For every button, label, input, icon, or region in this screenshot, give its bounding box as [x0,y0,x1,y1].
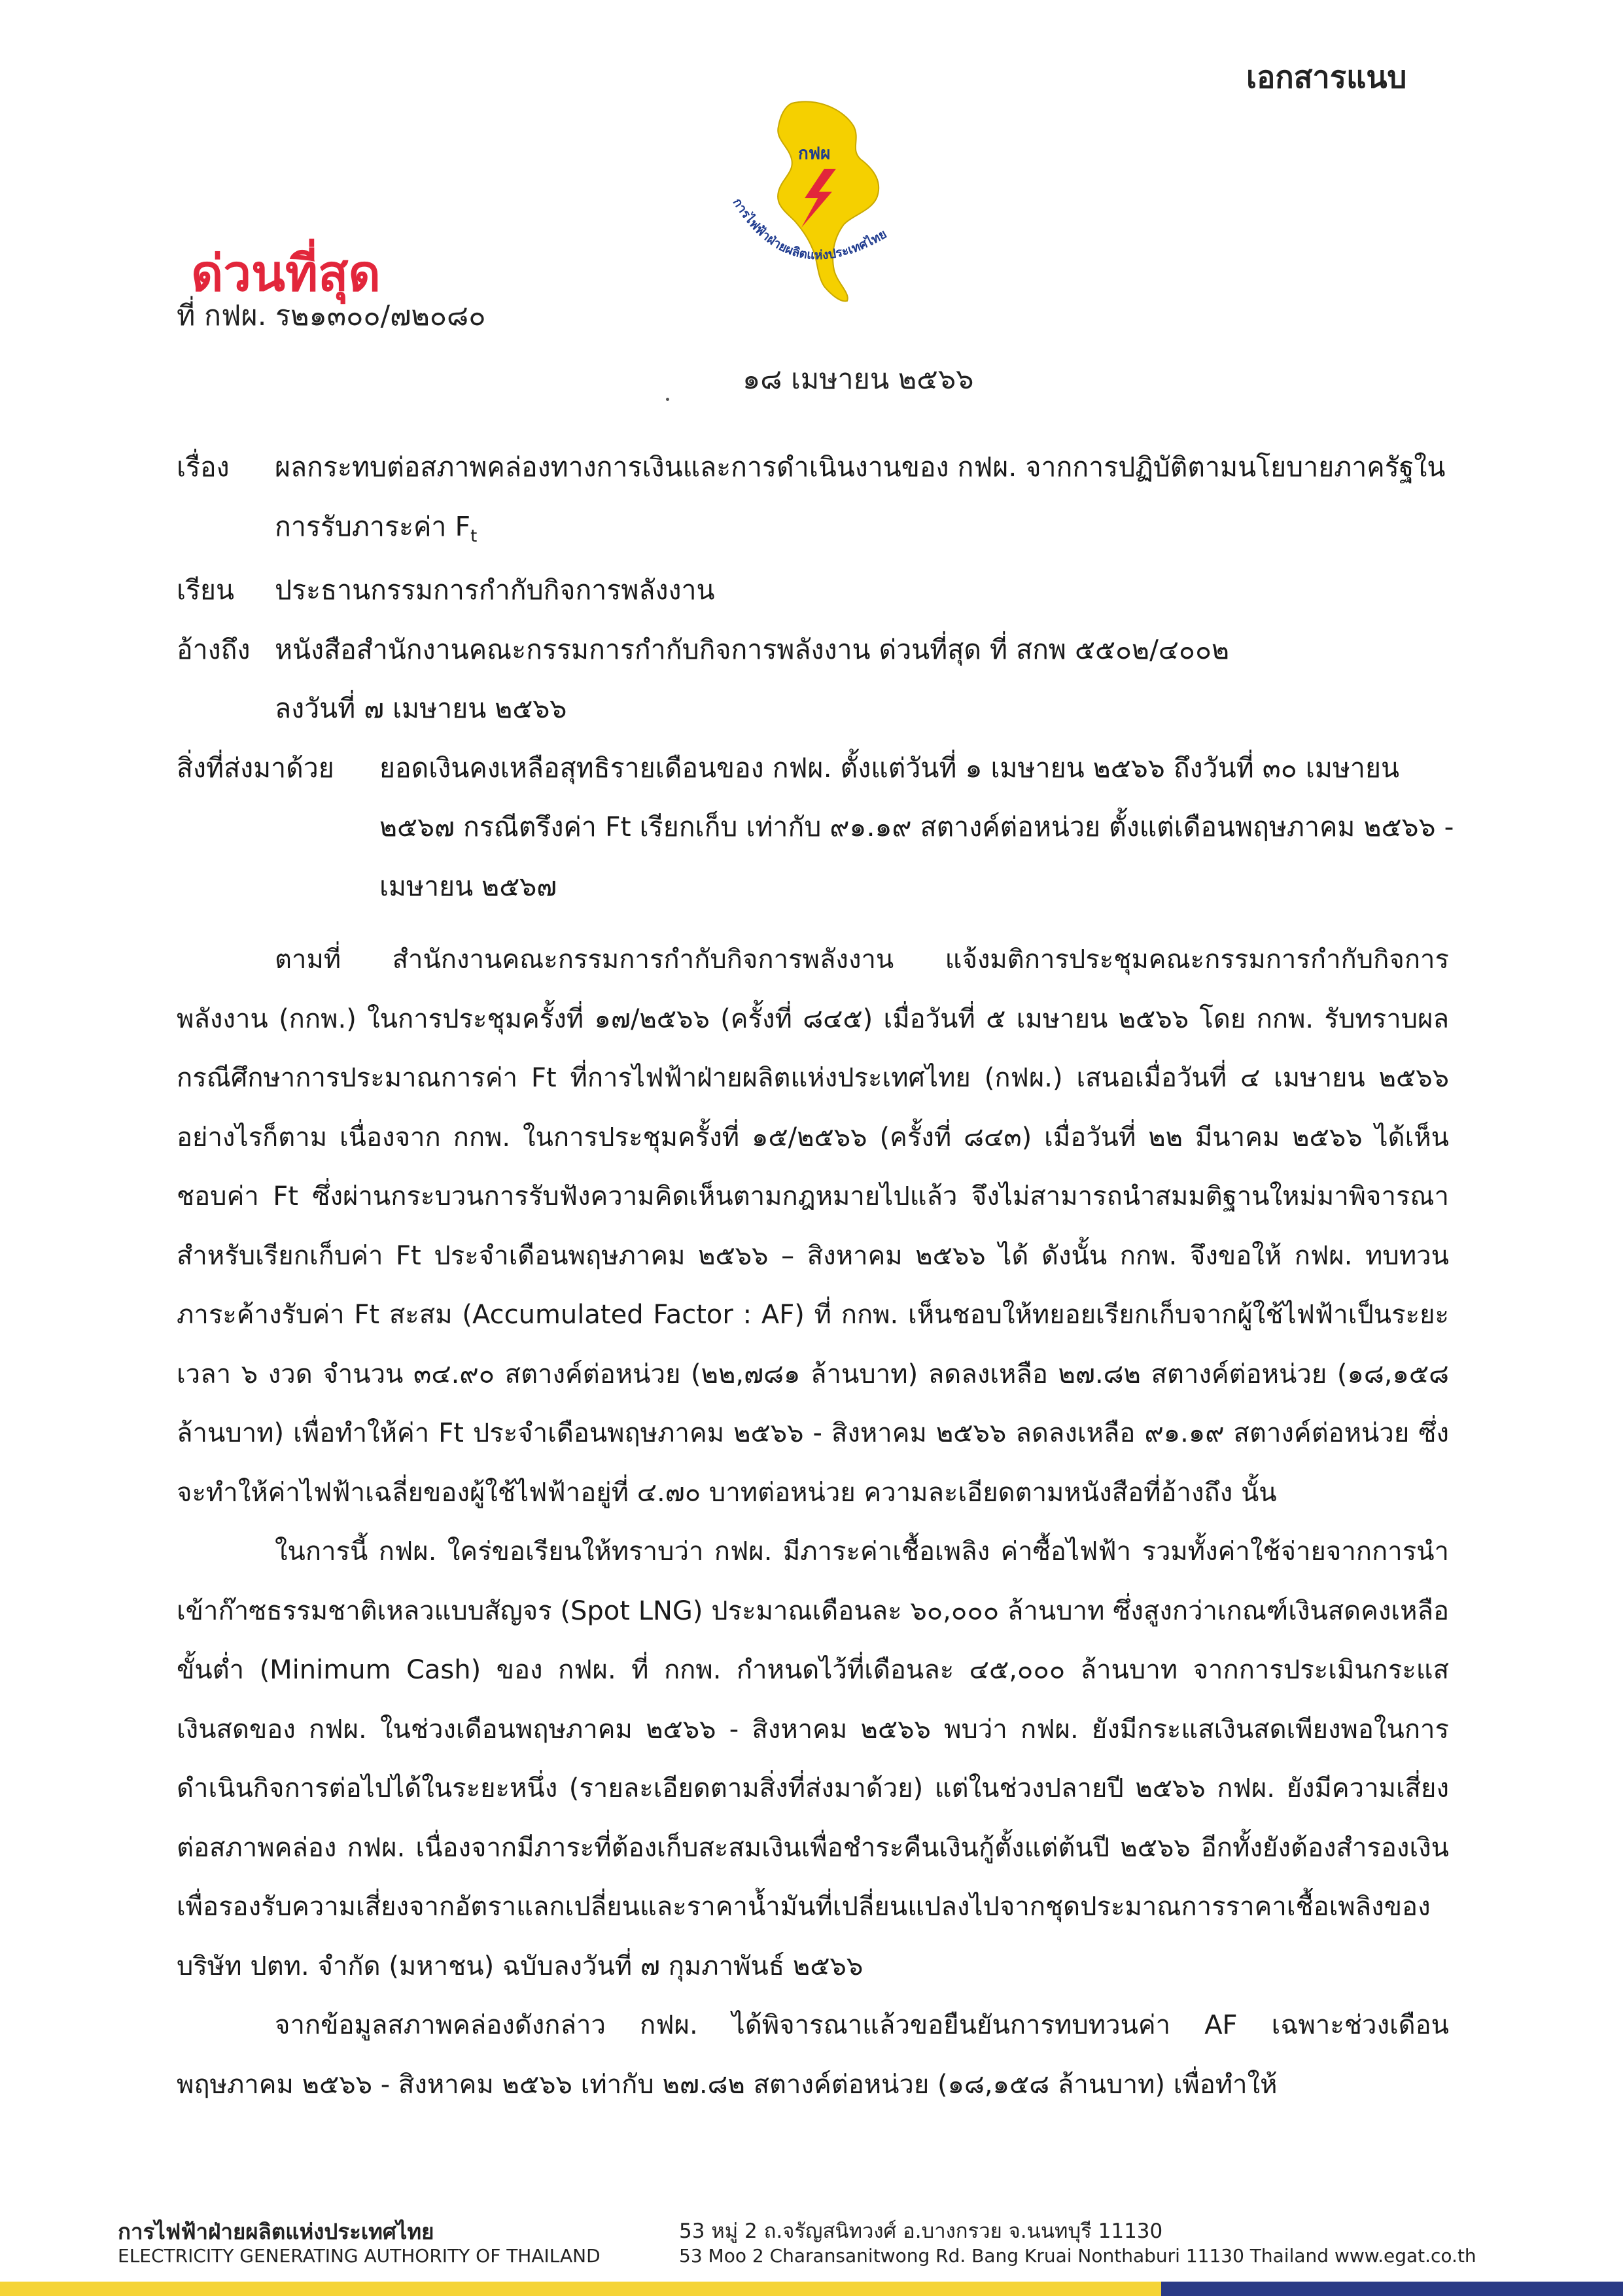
document-date: ๑๘ เมษายน ๒๕๖๖ [742,363,974,396]
body-paragraph-1: ตามที่ สำนักงานคณะกรรมการกำกับกิจการพลังงาน แจ้งมติการประชุมคณะกรรมการกำกับกิจการพลังงาน (กกพ.) ในการประชุมครั้งที่ ๑๗/๒๕๖๖ (ครั้งที่ ๘๔๕) เมื่อวันที่ ๕ เมษายน ๒๕๖๖ โดย กกพ. รับทราบผลกรณีศึกษาการประมาณการค่า Ft ที่การไฟฟ้าฝ่ายผลิตแห่งประเทศไทย (กฟผ.) เสนอเมื่อวันที่ ๔ เมษายน ๒๕๖๖ อย่างไรก็ตาม เนื่องจาก กกพ. ในการประชุมครั้งที่ ๑๕/๒๕๖๖ (ครั้งที่ ๘๔๓) เมื่อวันที่ ๒๒ มีนาคม ๒๕๖๖ ได้เห็นชอบค่า Ft ซึ่งผ่านกระบวนการรับฟังความคิดเห็นตามกฎหมายไปแล้ว จึงไม่สามารถนำสมมติฐานใหม่มาพิจารณาสำหรับเรียกเก็บค่า Ft ประจำเดือนพฤษภาคม ๒๕๖๖ – สิงหาคม ๒๕๖๖ ได้ ดังนั้น กกพ. จึงขอให้ กฟผ. ทบทวนภาระค้างรับค่า Ft สะสม (Accumulated Factor : AF) ที่ กกพ. เห็นชอบให้ทยอยเรียกเก็บจากผู้ใช้ไฟฟ้าเป็นระยะเวลา ๖ งวด จำนวน ๓๔.๙๐ สตางค์ต่อหน่วย (๒๒,๗๘๑ ล้านบาท) ลดลงเหลือ ๒๗.๘๒ สตางค์ต่อหน่วย (๑๘,๑๕๘ ล้านบาท) เพื่อทำให้ค่า Ft ประจำเดือนพฤษภาคม ๒๕๖๖ - สิงหาคม ๒๕๖๖ ลดลงเหลือ ๙๑.๑๙ สตางค์ต่อหน่วย ซึ่งจะทำให้ค่าไฟฟ้าเฉลี่ยของผู้ใช้ไฟฟ้าอยู่ที่ ๔.๗๐ บาทต่อหน่วย ความละเอียดตามหนังสือที่อ้างถึง นั้น [177,945,1450,1508]
egat-logo [720,90,909,306]
enclosure-line-2: ๒๕๖๗ กรณีตรึงค่า Ft เรียกเก็บ เท่ากับ ๙๑.๑๙ สตางค์ต่อหน่วย ตั้งแต่เดือนพฤษภาคม ๒๕๖๖ - [379,811,1454,843]
enclosure-label: สิ่งที่ส่งมาด้วย [177,752,334,784]
footer-org-en: ELECTRICITY GENERATING AUTHORITY OF THAILAND [118,2245,601,2267]
reference-line-2: ลงวันที่ ๗ เมษายน ๒๕๖๖ [275,693,567,724]
footer-address-en: 53 Moo 2 Charansanitwong Rd. Bang Kruai Nonthaburi 11130 Thailand www.egat.co.th [679,2245,1476,2267]
to-text: ประธานกรรมการกำกับกิจการพลังงาน [275,574,715,606]
body-paragraph-2: ในการนี้ กฟผ. ใคร่ขอเรียนให้ทราบว่า กฟผ. มีภาระค่าเชื้อเพลิง ค่าซื้อไฟฟ้า รวมทั้งค่าใช้จ่ายจากการนำเข้าก๊าซธรรมชาติเหลวแบบสัญจร (Spot LNG) ประมาณเดือนละ ๖๐,๐๐๐ ล้านบาท ซึ่งสูงกว่าเกณฑ์เงินสดคงเหลือขั้นต่ำ (Minimum Cash) ของ กฟผ. ที่ กกพ. กำหนดไว้ที่เดือนละ ๔๕,๐๐๐ ล้านบาท จากการประเมินกระแสเงินสดของ กฟผ. ในช่วงเดือนพฤษภาคม ๒๕๖๖ - สิงหาคม ๒๕๖๖ พบว่า กฟผ. ยังมีกระแสเงินสดเพียงพอในการดำเนินกิจการต่อไปได้ในระยะหนึ่ง (รายละเอียดตามสิ่งที่ส่งมาด้วย) แต่ในช่วงปลายปี ๒๕๖๖ กฟผ. ยังมีความเสี่ยงต่อสภาพคล่อง กฟผ. เนื่องจากมีภาระที่ต้องเก็บสะสมเงินเพื่อชำระคืนเงินกู้ตั้งแต่ต้นปี ๒๕๖๖ อีกทั้งยังต้องสำรองเงินเพื่อรองรับความเสี่ยงจากอัตราแลกเปลี่ยนและราคาน้ำมันที่เปลี่ยนแปลงไปจากชุดประมาณการราคาเชื้อเพลิงของ บริษัท ปตท. จำกัด (มหาชน) ฉบับลงวันที่ ๗ กุมภาพันธ์ ๒๕๖๖ [177,1537,1449,1981]
footer-band-navy [1161,2282,1623,2296]
subject-line-1: ผลกระทบต่อสภาพคล่องทางการเงินและการดำเนินงานของ กฟผ. จากการปฏิบัติตามนโยบายภาครัฐใน [275,451,1446,483]
footer-address-th: 53 หมู่ 2 ถ.จรัญสนิทวงศ์ อ.บางกรวย จ.นนทบุรี 11130 [679,2219,1163,2243]
to-label: เรียน [177,574,235,606]
reference-number: ที่ กฟผ. ร๒๑๓๐๐/๗๒๐๘๐ [177,300,486,332]
logo-arc-text: การไฟฟ้าฝ่ายผลิตแห่งประเทศไทย [729,196,890,263]
enclosure-line-1: ยอดเงินคงเหลือสุทธิรายเดือนของ กฟผ. ตั้งแต่วันที่ ๑ เมษายน ๒๕๖๖ ถึงวันที่ ๓๐ เมษายน [379,752,1400,784]
body-paragraph-3: จากข้อมูลสภาพคล่องดังกล่าว กฟผ. ได้พิจารณาแล้วขอยืนยันการทบทวนค่า AF เฉพาะช่วงเดือนพฤษภาคม ๒๕๖๖ - สิงหาคม ๒๕๖๖ เท่ากับ ๒๗.๘๒ สตางค์ต่อหน่วย (๑๘,๑๕๘ ล้านบาท) เพื่อทำให้ [177,2010,1449,2100]
reference-line-1: หนังสือสำนักงานคณะกรรมการกำกับกิจการพลังงาน ด่วนที่สุด ที่ สกพ ๕๕๐๒/๔๐๐๒ [275,634,1230,665]
logo-mark-text: กฟผ [798,144,831,164]
attachment-label: เอกสารแนบ [1246,60,1407,96]
letter-body [177,930,1449,2114]
footer-band-yellow [0,2282,1161,2296]
reference-label: อ้างถึง [177,634,251,665]
footer-org-th: การไฟฟ้าฝ่ายผลิตแห่งประเทศไทย [118,2219,434,2244]
subject-line-2: การรับภาระค่า $F_t$ [275,511,478,547]
mark-dot [666,398,669,401]
urgent-label: ด่วนที่สุด [191,244,381,302]
subject-label: เรื่อง [177,451,230,483]
thailand-map-shape [778,101,879,301]
enclosure-line-3: เมษายน ๒๕๖๗ [379,871,557,902]
